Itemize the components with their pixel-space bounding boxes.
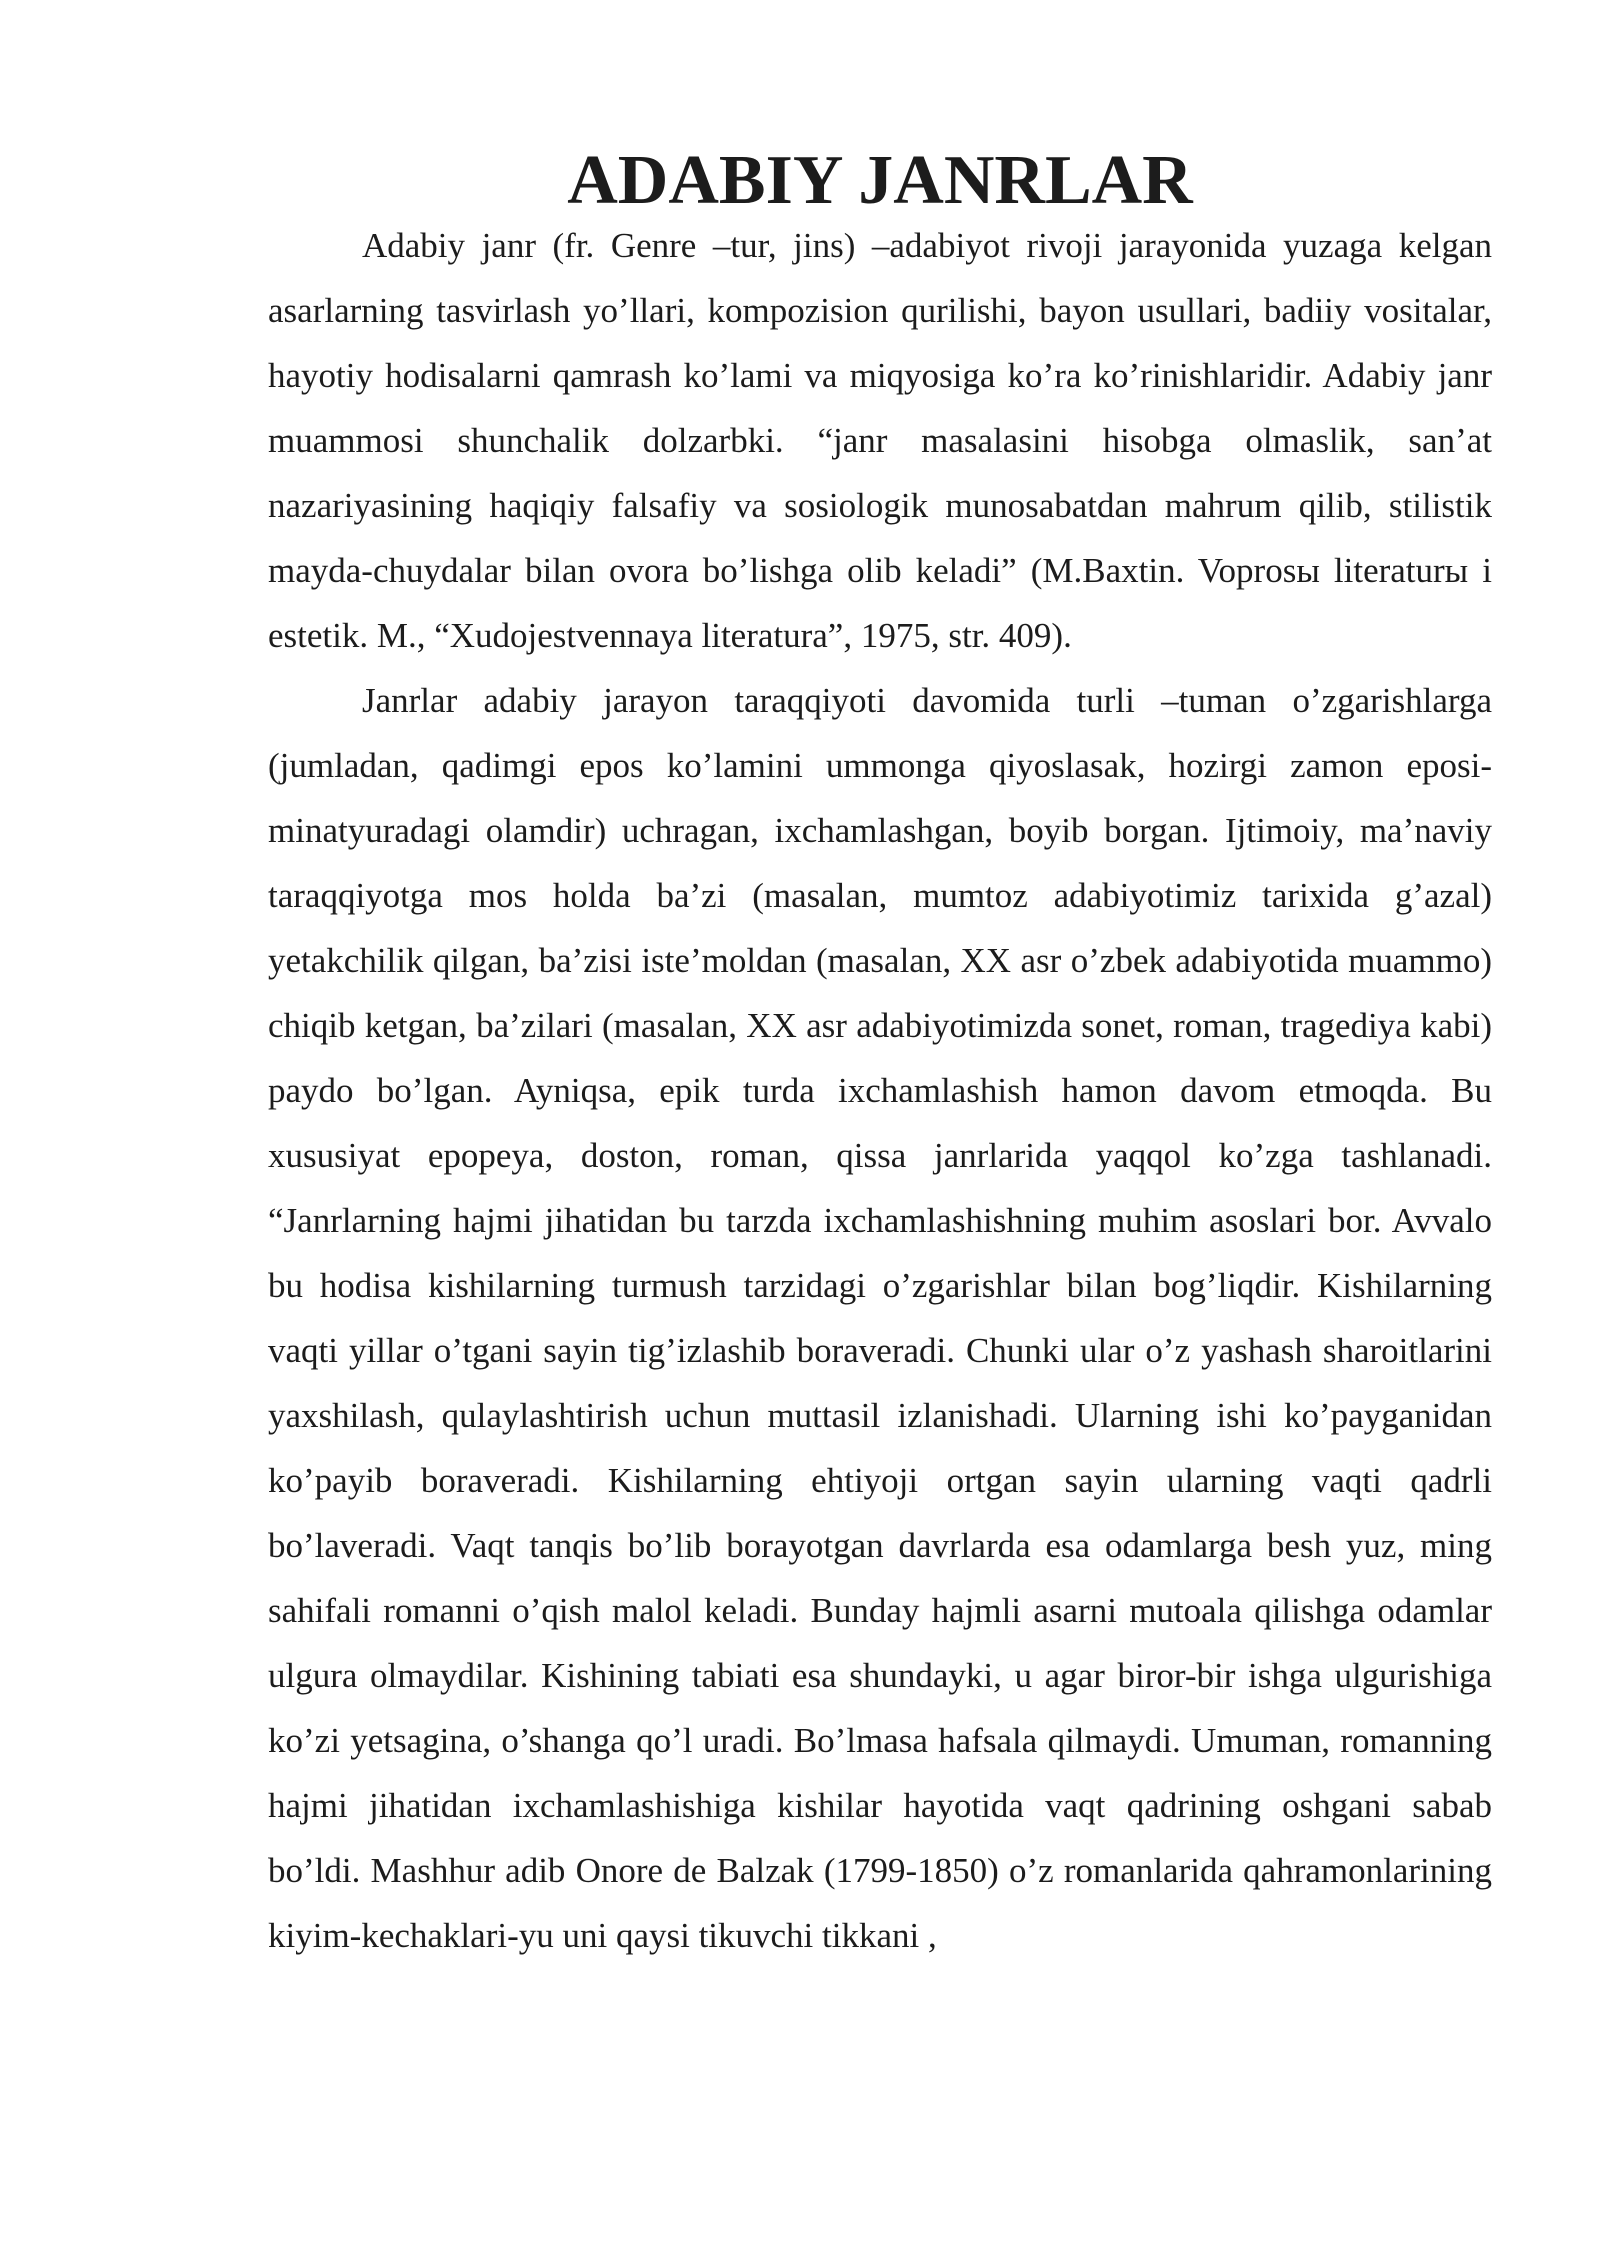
paragraph-genre-definition: Adabiy janr (fr. Genre –tur, jins) –adabiyot rivoji jarayonida yuzaga kelgan asarlarning tasvirlash yo’llari, kompozision qurilishi, bayon usullari, badiiy vositalar, hayotiy hodisalarni qamrash ko’lami va miqyosiga ko’ra ko’rinishlaridir. Adabiy janr muammosi shunchalik dolzarbki. “janr masalasini hisobga olmaslik, san’at nazariyasining haqiqiy falsafiy va sosiologik munosabatdan mahrum qilib, stilistik mayda-chuydalar bilan ovora bo’lishga olib keladi” (M.Baxtin. Voprosы literaturы i estetik. M., “Xudojestvennaya literatura”, 1975, str. 409). (268, 226, 1492, 655)
paragraph-genre-evolution: Janrlar adabiy jarayon taraqqiyoti davomida turli –tuman o’zgarishlarga (jumladan, qadimgi epos ko’lamini ummonga qiyoslasak, hozirgi zamon eposi- minatyuradagi olamdir) uchragan, ixchamlashgan, boyib borgan. Ijtimoiy, ma’naviy taraqqiyotga mos holda ba’zi (masalan, mumtoz adabiyotimiz tarixida g’azal) yetakchilik qilgan, ba’zisi iste’moldan (masalan, XX asr o’zbek adabiyotida muammo) chiqib ketgan, ba’zilari (masalan, XX asr adabiyotimizda sonet, roman, tragediya kabi) paydo bo’lgan. Ayniqsa, epik turda ixchamlashish hamon davom etmoqda. Bu xususiyat epopeya, doston, roman, qissa janrlarida yaqqol ko’zga tashlanadi. “Janrlarning hajmi jihatidan bu tarzda ixchamlashishning muhim asoslari bor. Avvalo bu hodisa kishilarning turmush tarzidagi o’zgarishlar bilan bog’liqdir. Kishilarning vaqti yillar o’tgani sayin tig’izlashib boraveradi. Chunki ular o’z yashash sharoitlarini yaxshilash, qulaylashtirish uchun muttasil izlanishadi. Ularning ishi ko’payganidan ko’payib boraveradi. Kishilarning ehtiyoji ortgan sayin ularning vaqti qadrli bo’laveradi. Vaqt tanqis bo’lib borayotgan davrlarda esa odamlarga besh yuz, ming sahifali romanni o’qish malol keladi. Bunday hajmli asarni mutoala qilishga odamlar ulgura olmaydilar. Kishining tabiati esa shundayki, u agar biror-bir ishga ulgurishiga ko’zi yetsagina, o’shanga qo’l uradi. Bo’lmasa hafsala qilmaydi. Umuman, romanning hajmi jihatidan ixchamlashishiga kishilar hayotida vaqt qadrining oshgani sabab bo’ldi. Mashhur adib Onore de Balzak (1799-1850) o’z romanlarida qahramonlarining kiyim-kechaklari-yu uni qaysi tikuvchi tikkani , (268, 681, 1492, 1955)
page-title: ADABIY JANRLAR (567, 142, 1193, 219)
document-body (268, 142, 1492, 1968)
